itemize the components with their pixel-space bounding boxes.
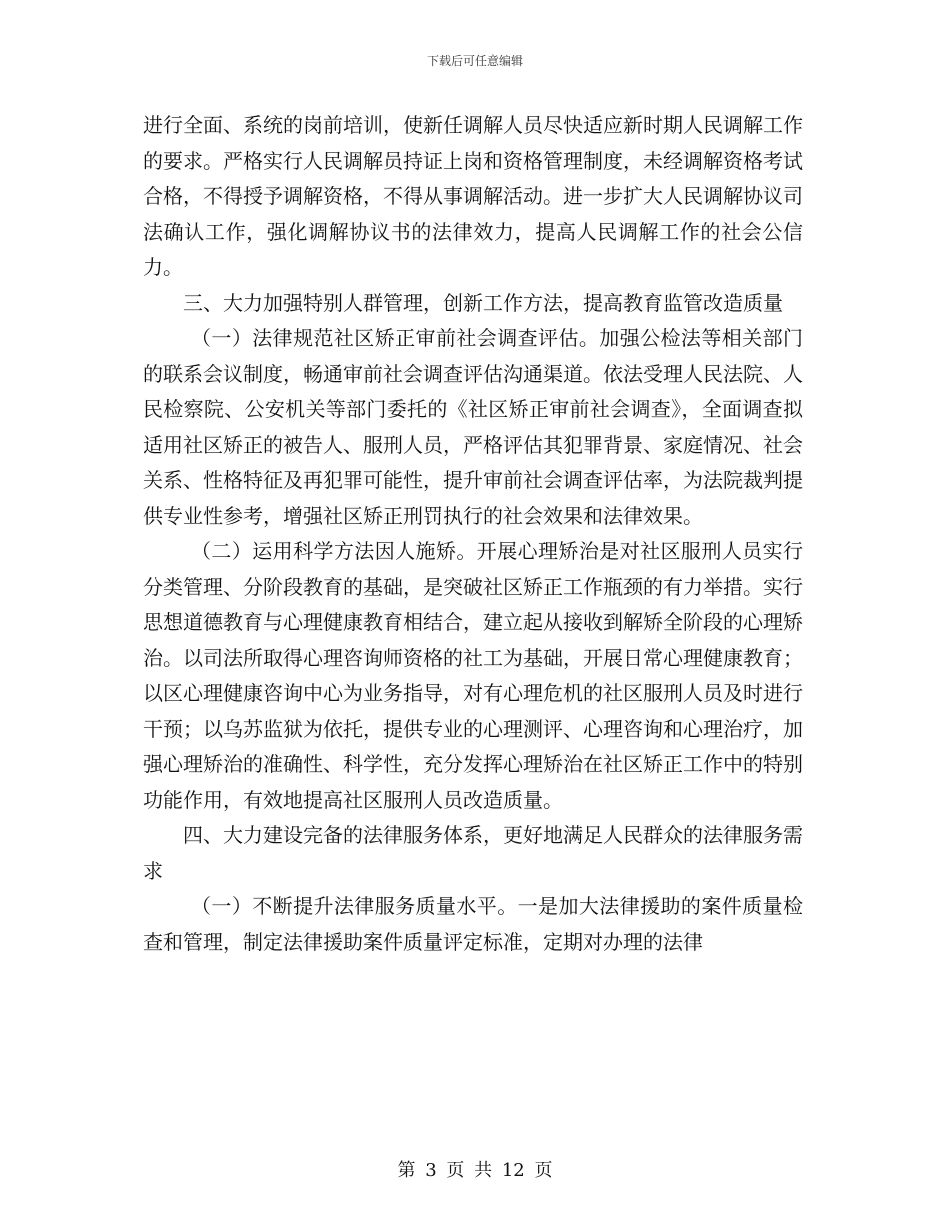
page-footer: 第 3 页 共 12 页 bbox=[397, 1160, 553, 1181]
page-header: 下载后可任意编辑 bbox=[426, 54, 523, 68]
paragraph-4-1: （一）不断提升法律服务质量水平。一是加大法律援助的案件质量检查和管理，制定法律援助案件质量评定标准，定期对办理的法律 bbox=[143, 894, 803, 954]
paragraph-3-1: （一）法律规范社区矫正审前社会调查评估。加强公检法等相关部门的联系会议制度，畅通审前社会调查评估沟通渠道。依法受理人民法院、人民检察院、公安机关等部门委托的《社区矫正审前社会调查》，全面调查拟适用社区矫正的被告人、服刑人员，严格评估其犯罪背景、家庭情况、社会关系、性格特征及再犯罪可能性，提升审前社会调查评估率，为法院裁判提供专业性参考，增强社区矫正刑罚执行的社会效果和法律效果。 bbox=[143, 326, 803, 528]
document-body bbox=[143, 108, 803, 960]
section-heading-4: 四、大力建设完备的法律服务体系，更好地满足人民群众的法律服务需求 bbox=[143, 823, 803, 883]
section-heading-3: 三、大力加强特别人群管理，创新工作方法，提高教育监管改造质量 bbox=[183, 290, 783, 315]
paragraph-3-2: （二）运用科学方法因人施矫。开展心理矫治是对社区服刑人员实行分类管理、分阶段教育的基础，是突破社区矫正工作瓶颈的有力举措。实行思想道德教育与心理健康教育相结合，建立起从接收到解矫全阶段的心理矫治。以司法所取得心理咨询师资格的社工为基础，开展日常心理健康教育；以区心理健康咨询中心为业务指导，对有心理危机的社区服刑人员及时进行干预；以乌苏监狱为依托，提供专业的心理测评、心理咨询和心理治疗，加强心理矫治的准确性、科学性，充分发挥心理矫治在社区矫正工作中的特别功能作用，有效地提高社区服刑人员改造质量。 bbox=[143, 539, 803, 812]
paragraph-continued: 进行全面、系统的岗前培训，使新任调解人员尽快适应新时期人民调解工作的要求。严格实行人民调解员持证上岗和资格管理制度，未经调解资格考试合格，不得授予调解资格，不得从事调解活动。进一步扩大人民调解协议司法确认工作，强化调解协议书的法律效力，提高人民调解工作的社会公信力。 bbox=[143, 113, 803, 279]
